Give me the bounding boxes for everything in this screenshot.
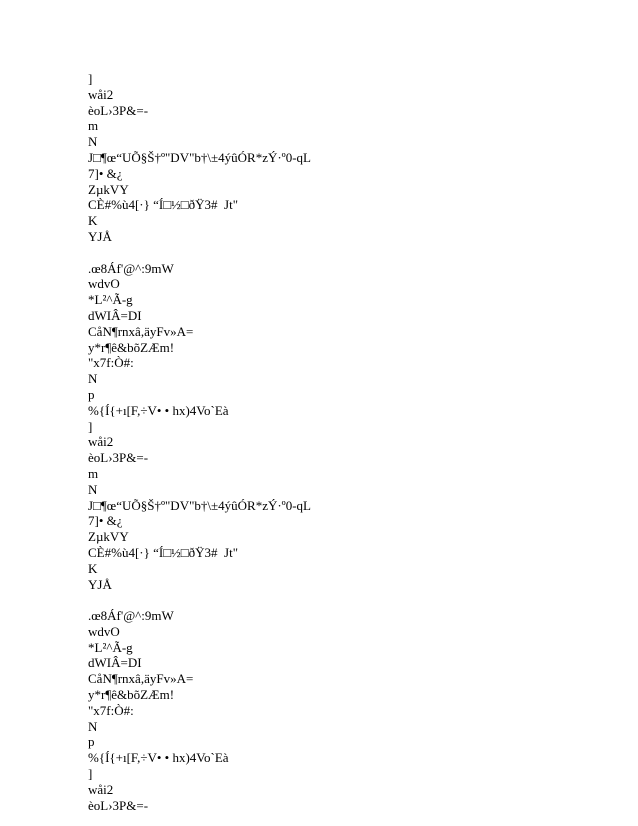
text-line: *L²^Ã-g bbox=[88, 639, 133, 655]
text-line: ZµkVY bbox=[88, 529, 129, 545]
text-line: .œ8Áf'@^:9mW bbox=[88, 260, 174, 276]
text-line bbox=[88, 592, 568, 608]
text-line: CÈ#%ù4[·} “Í□½□ðŸ3# Jt" bbox=[88, 544, 239, 560]
text-line: J□¶œ“UÕ§Š†º"DV"b†\±4ýûÓR*zÝ·º0-qL bbox=[88, 497, 311, 513]
text-line: wåi2 bbox=[88, 781, 114, 797]
text-line: "x7f:Ò#: bbox=[88, 355, 134, 371]
text-line: ] bbox=[88, 71, 93, 86]
document-text-block bbox=[88, 71, 568, 813]
text-line: %{Í{+ı[F,÷V• • hx)4Vo`Eà bbox=[88, 750, 229, 766]
text-line: ZµkVY bbox=[88, 181, 129, 197]
text-line: wåi2 bbox=[88, 434, 114, 450]
text-line: K bbox=[88, 560, 98, 576]
text-line: dWIÂ=DI bbox=[88, 655, 142, 671]
text-line: CåN¶rnxâ,äyFv»A= bbox=[88, 323, 194, 339]
text-line: YJÅ bbox=[88, 576, 112, 592]
text-line: wdvO bbox=[88, 623, 120, 639]
text-line: ] bbox=[88, 766, 93, 782]
text-line: .œ8Áf'@^:9mW bbox=[88, 608, 174, 624]
text-line: èoL›3P&=- bbox=[88, 450, 149, 466]
text-line: K bbox=[88, 213, 98, 229]
text-line: 7]• &¿ bbox=[88, 513, 123, 529]
text-line: J□¶œ“UÕ§Š†º"DV"b†\±4ýûÓR*zÝ·º0-qL bbox=[88, 149, 311, 165]
text-line bbox=[88, 245, 568, 261]
text-line: CÈ#%ù4[·} “Í□½□ðŸ3# Jt" bbox=[88, 197, 239, 213]
text-line: CåN¶rnxâ,äyFv»A= bbox=[88, 671, 194, 687]
text-line: %{Í{+ı[F,÷V• • hx)4Vo`Eà bbox=[88, 402, 229, 418]
text-line: m bbox=[88, 465, 99, 481]
text-line: YJÅ bbox=[88, 228, 112, 244]
text-line: p bbox=[88, 734, 95, 750]
text-line: *L²^Ã-g bbox=[88, 292, 133, 308]
text-line: N bbox=[88, 134, 98, 150]
text-line: y*r¶ê&bõZÆm! bbox=[88, 339, 175, 355]
text-line: dWIÂ=DI bbox=[88, 307, 142, 323]
text-line: ] bbox=[88, 418, 93, 434]
text-line: N bbox=[88, 481, 98, 497]
text-line: p bbox=[88, 386, 95, 402]
text-line: N bbox=[88, 371, 98, 387]
text-line: N bbox=[88, 718, 98, 734]
text-line: "x7f:Ò#: bbox=[88, 702, 134, 718]
text-line: 7]• &¿ bbox=[88, 165, 123, 181]
text-line: èoL›3P&=- bbox=[88, 797, 149, 813]
text-line: wdvO bbox=[88, 276, 120, 292]
text-line: y*r¶ê&bõZÆm! bbox=[88, 687, 175, 703]
text-line: m bbox=[88, 118, 99, 134]
text-line: èoL›3P&=- bbox=[88, 102, 149, 118]
text-line: wåi2 bbox=[88, 86, 114, 102]
